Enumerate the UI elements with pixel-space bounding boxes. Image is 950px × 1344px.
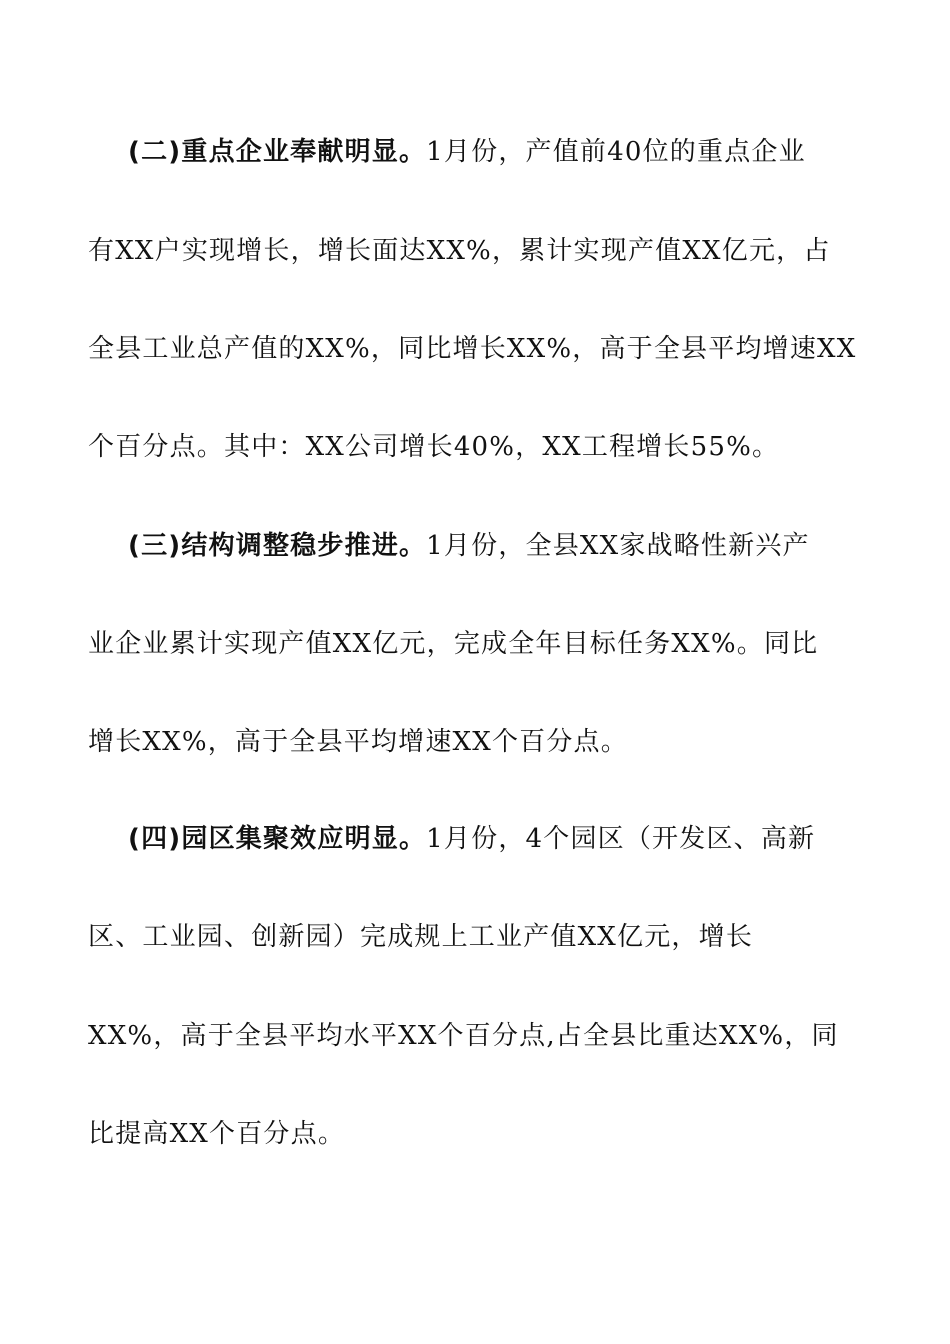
paragraph-2-text: 1月份，产值前40位的重点企业: [426, 137, 806, 167]
paragraph-2-line-1: [128, 132, 860, 172]
paragraph-2-line-2: 有XX户实现增长，增长面达XX%，累计实现产值XX亿元，占: [88, 236, 831, 266]
paragraph-3-line-3: 增长XX%，高于全县平均增速XX个百分点。: [88, 727, 628, 757]
paragraph-4-line-3: XX%，高于全县平均水平XX个百分点,占全县比重达XX%，同: [88, 1021, 839, 1051]
paragraph-3-line-1: [128, 526, 860, 566]
paragraph-3-heading: (三)结构调整稳步推进。: [128, 531, 427, 561]
paragraph-4-line-1: [128, 819, 860, 859]
paragraph-4-heading: (四)园区集聚效应明显。: [128, 824, 427, 854]
paragraph-3-line-2: 业企业累计实现产值XX亿元，完成全年目标任务XX%。同比: [88, 629, 819, 659]
paragraph-2-line-4: 个百分点。其中：XX公司增长40%，XX工程增长55%。: [88, 432, 780, 462]
paragraph-4-line-4: 比提高XX个百分点。: [88, 1119, 346, 1149]
paragraph-4-line-2: 区、工业园、创新园）完成规上工业产值XX亿元，增长: [88, 922, 754, 952]
paragraph-4-text: 1月份，4个园区（开发区、高新: [426, 824, 816, 854]
paragraph-3-text: 1月份，全县XX家战略性新兴产: [426, 531, 810, 561]
paragraph-2-line-3: 全县工业总产值的XX%，同比增长XX%，高于全县平均增速XX: [88, 334, 857, 364]
paragraph-2-heading: (二)重点企业奉献明显。: [128, 137, 427, 167]
